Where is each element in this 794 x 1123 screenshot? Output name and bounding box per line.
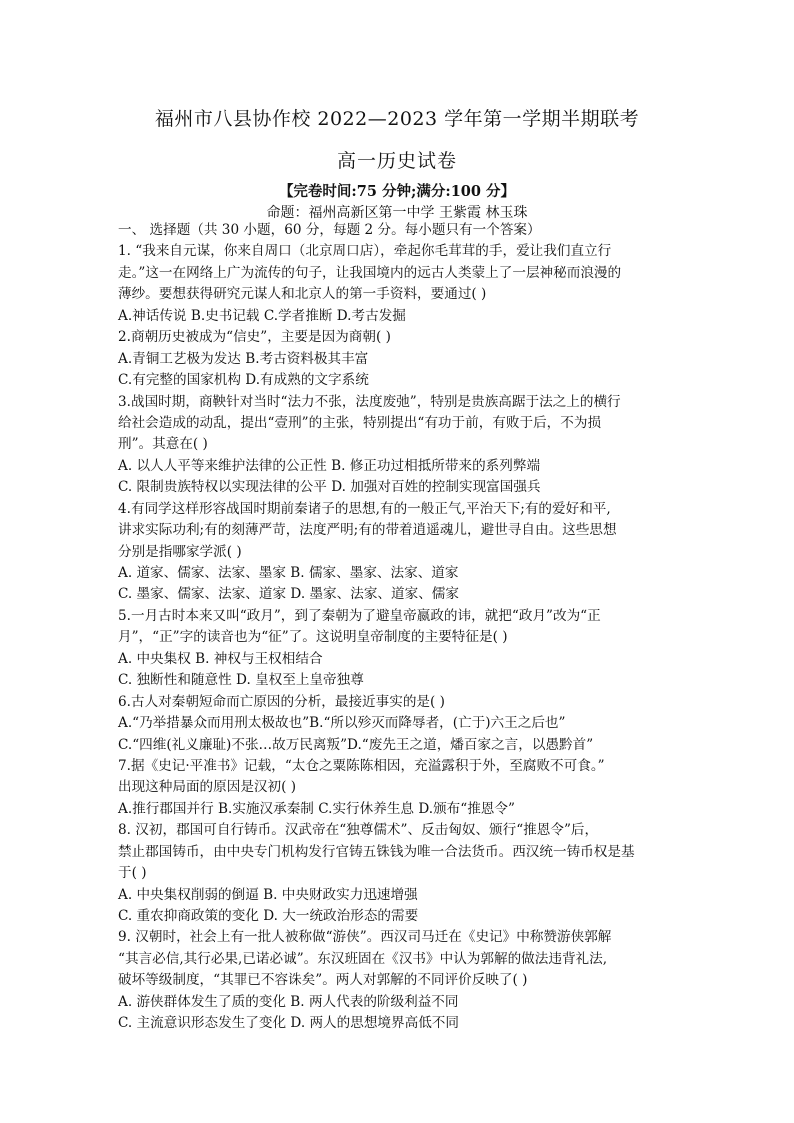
text-line: 一、 选择题（共 30 小题，60 分，每题 2 分。每小题只有一个答案） bbox=[118, 222, 541, 238]
text-line: 薄纱。要想获得研究元谋人和北京人的第一手资料，要通过( ) bbox=[118, 286, 487, 303]
text-line: 破坏等级制度，“其罪已不容诛矣”。两人对郭解的不同评价反映了( ) bbox=[118, 972, 528, 989]
text-line: 出现这种局面的原因是汉初( ) bbox=[118, 779, 297, 796]
exam-subtitle: 高一历史试卷 bbox=[336, 150, 457, 172]
text-line: 5.一月古时本来又叫“政月”，到了秦朝为了避皇帝嬴政的讳，就把“政月”改为“正 bbox=[118, 607, 601, 624]
text-line: A. 中央集权削弱的倒逼 B. 中央财政实力迅速增强 bbox=[118, 886, 418, 903]
text-line: C. 重农抑商政策的变化 D. 大一统政治形态的需要 bbox=[118, 908, 419, 924]
text-line: 月”，“正”字的读音也为“征”了。这说明皇帝制度的主要特征是( ) bbox=[118, 629, 508, 646]
text-line: C.“四维(礼义廉耻)不张…故万民离叛”D.“废先王之道，燔百家之言，以愚黔首” bbox=[118, 736, 594, 753]
text-line: C. 主流意识形态发生了变化 D. 两人的思想境界高低不同 bbox=[118, 1015, 459, 1032]
text-line: A. 游侠群体发生了质的变化 B. 两人代表的阶级利益不同 bbox=[118, 993, 459, 1010]
text-line: “其言必信,其行必果,已诺必诚”。东汉班固在《汉书》中认为郭解的做法违背礼法, bbox=[118, 950, 608, 967]
text-line: C. 墨家、儒家、法家、道家 D. 墨家、法家、道家、儒家 bbox=[118, 586, 459, 603]
text-line: 刑”。其意在( ) bbox=[118, 436, 208, 453]
text-line: 4.有同学这样形容战国时期前秦诸子的思想,有的一般正气,平治天下;有的爱好和平, bbox=[118, 500, 611, 517]
text-line: 6.古人对秦朝短命而亡原因的分析，最接近事实的是( ) bbox=[118, 693, 445, 710]
text-line: 讲求实际功利;有的刻薄严苛，法度严明;有的带着逍遥魂儿，避世寻自由。这些思想 bbox=[118, 522, 617, 539]
exam-body bbox=[118, 220, 680, 1035]
text-line: 1. “我来自元谋，你来自周口（北京周口店），牵起你毛茸茸的手，爱让我们直立行 bbox=[118, 243, 612, 260]
text-line: 8. 汉初，郡国可自行铸币。汉武帝在“独尊儒术”、反击匈奴、颁行“推恩令”后， bbox=[118, 822, 599, 839]
text-line: 9. 汉朝时，社会上有一批人被称做“游侠”。西汉司马迁在《史记》中称赞游侠郭解 bbox=[118, 929, 612, 946]
text-line: 3.战国时期，商鞅针对当时“法力不张，法度废弛”，特别是贵族高踞于法之上的横行 bbox=[118, 393, 621, 410]
text-line: 7.据《史记·平准书》记载，“太仓之粟陈陈相因，充溢露积于外，至腐败不可食。” bbox=[118, 757, 605, 774]
text-line: C. 独断性和随意性 D. 皇权至上皇帝独尊 bbox=[118, 672, 364, 689]
text-line: 走。”这一在网络上广为流传的句子，让我国境内的远古人类蒙上了一层神秘而浪漫的 bbox=[118, 264, 622, 281]
text-line: A.“乃举措暴众而用刑太极故也”B.“所以殄灭而降辱者，(亡于)六王之后也” bbox=[118, 715, 566, 732]
text-line: C. 限制贵族特权以实现法律的公平 D. 加强对百姓的控制实现富国强兵 bbox=[118, 479, 541, 496]
text-line: 给社会造成的动乱，提出“壹刑”的主张，特别提出“有功于前，有败于后，不为损 bbox=[118, 414, 602, 431]
text-line: A.推行郡国并行 B.实施汉承秦制 C.实行休养生息 D.颁布“推恩令” bbox=[118, 800, 515, 817]
exam-title: 福州市八县协作校 2022—2023 学年第一学期半期联考 bbox=[154, 108, 640, 130]
text-line: A. 道家、儒家、法家、墨家 B. 儒家、墨家、法家、道家 bbox=[118, 565, 459, 581]
text-line: C.有完整的国家机构 D.有成熟的文字系统 bbox=[118, 372, 369, 389]
text-line: A. 中央集权 B. 神权与王权相结合 bbox=[118, 650, 323, 667]
text-line: 于( ) bbox=[118, 865, 147, 882]
exam-time-info: 【完卷时间:75 分钟;满分:100 分】 bbox=[278, 183, 516, 200]
text-line: A.青铜工艺极为发达 B.考古资料极其丰富 bbox=[118, 350, 369, 367]
text-line: 2.商朝历史被成为“信史”，主要是因为商朝( ) bbox=[118, 329, 391, 346]
text-line: A. 以人人平等来维护法律的公正性 B. 修正功过相抵所带来的系列弊端 bbox=[118, 457, 541, 474]
exam-authors: 命题：福州高新区第一中学 王紫霞 林玉珠 bbox=[266, 205, 528, 221]
text-line: 禁止郡国铸币，由中央专门机构发行官铸五铢钱为唯一合法货币。西汉统一铸币权是基 bbox=[118, 843, 635, 860]
text-line: A.神话传说 B.史书记载 C.学者推断 D.考古发掘 bbox=[118, 307, 406, 324]
text-line: 分别是指哪家学派( ) bbox=[118, 543, 242, 560]
